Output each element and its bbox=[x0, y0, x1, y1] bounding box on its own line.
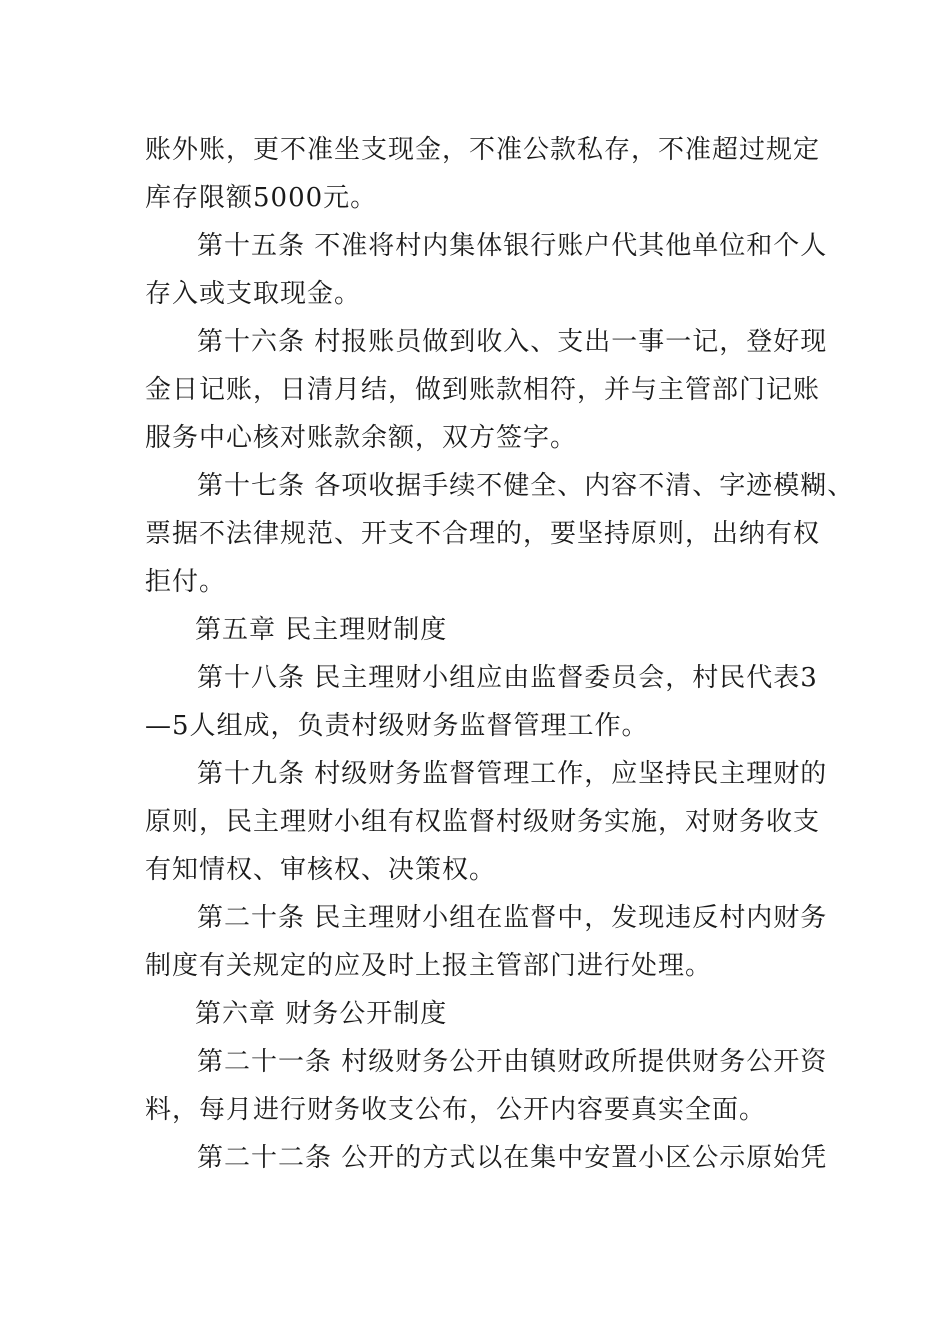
text-line: 拒付。 bbox=[145, 567, 227, 597]
text-line: 有知情权、审核权、决策权。 bbox=[145, 855, 497, 885]
document-body bbox=[145, 126, 855, 1182]
article-17-line: 第十七条 各项收据手续不健全、内容不清、字迹模糊、 bbox=[197, 471, 855, 501]
text-line: —5人组成，负责村级财务监督管理工作。 bbox=[145, 711, 649, 741]
article-19-line: 第十九条 村级财务监督管理工作，应坚持民主理财的 bbox=[197, 759, 828, 789]
text-line: 存入或支取现金。 bbox=[145, 279, 362, 309]
text-line: 料，每月进行财务收支公布，公开内容要真实全面。 bbox=[145, 1095, 767, 1125]
text-line: 票据不法律规范、开支不合理的，要坚持原则，出纳有权 bbox=[145, 519, 821, 549]
article-21-line: 第二十一条 村级财务公开由镇财政所提供财务公开资 bbox=[197, 1047, 828, 1077]
article-15-line: 第十五条 不准将村内集体银行账户代其他单位和个人 bbox=[197, 231, 828, 261]
text-line: 服务中心核对账款余额，双方签字。 bbox=[145, 423, 578, 453]
text-line: 制度有关规定的应及时上报主管部门进行处理。 bbox=[145, 951, 713, 981]
text-line: 原则，民主理财小组有权监督村级财务实施，对财务收支 bbox=[145, 807, 821, 837]
text-line: 账外账，更不准坐支现金，不准公款私存，不准超过规定 bbox=[145, 135, 821, 165]
article-20-line: 第二十条 民主理财小组在监督中，发现违反村内财务 bbox=[197, 903, 828, 933]
text-line: 库存限额5000元。 bbox=[145, 183, 378, 213]
article-22-line: 第二十二条 公开的方式以在集中安置小区公示原始凭 bbox=[197, 1143, 828, 1173]
chapter-6-heading: 第六章 财务公开制度 bbox=[195, 999, 448, 1029]
chapter-5-heading: 第五章 民主理财制度 bbox=[195, 615, 448, 645]
article-18-line: 第十八条 民主理财小组应由监督委员会，村民代表3 bbox=[197, 663, 818, 693]
text-line: 金日记账，日清月结，做到账款相符，并与主管部门记账 bbox=[145, 375, 821, 405]
article-16-line: 第十六条 村报账员做到收入、支出一事一记，登好现 bbox=[197, 327, 828, 357]
